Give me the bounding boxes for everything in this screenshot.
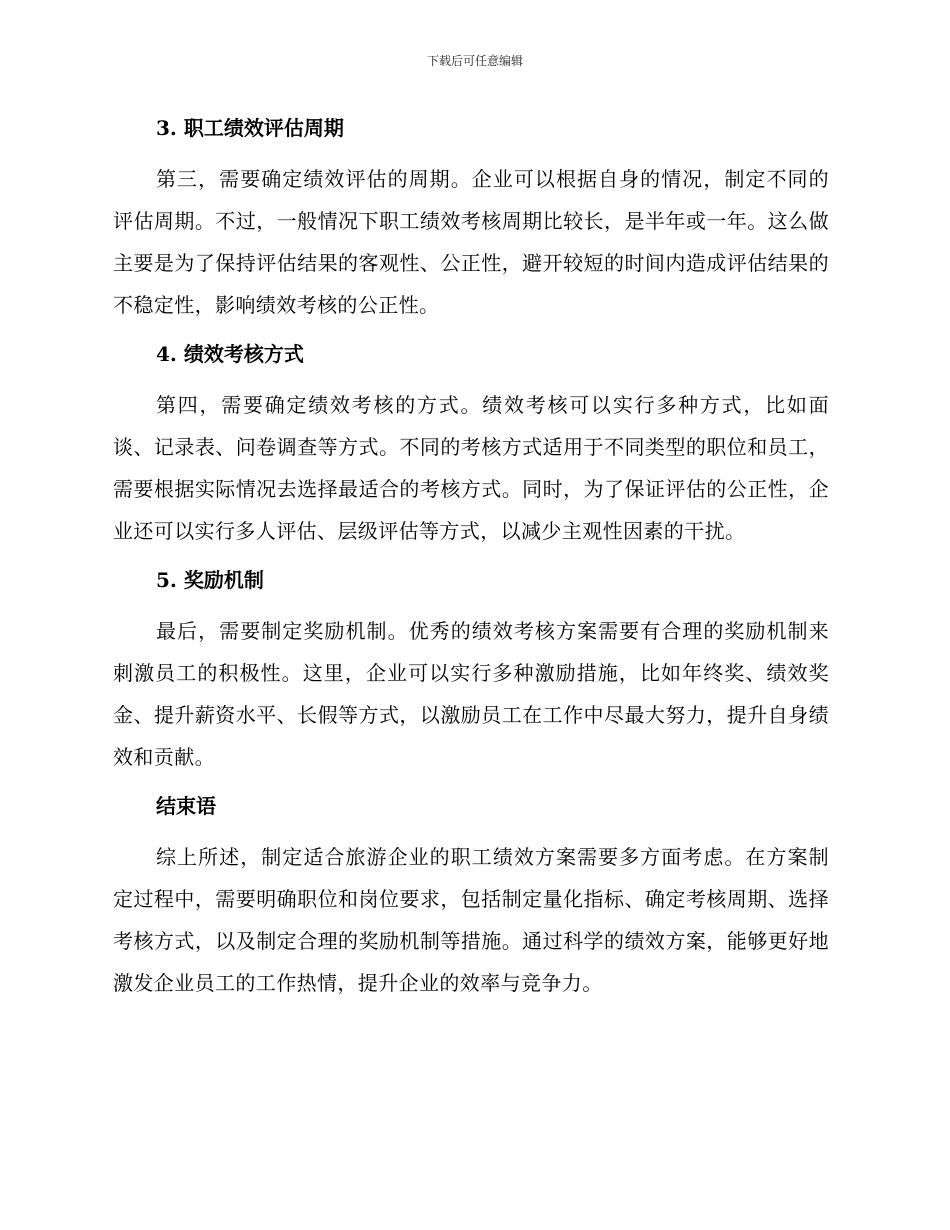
- section-heading: 5. 奖励机制: [156, 568, 264, 592]
- section-paragraph: 最后，需要制定奖励机制。优秀的绩效考核方案需要有合理的奖励机制来刺激员工的积极性。这里，企业可以实行多种激励措施，比如年终奖、绩效奖金、提升薪资水平、长假等方式，以激励员工在工作中尽最大努力，提升自身绩效和贡献。: [113, 619, 829, 769]
- page-header: 下载后可任意编辑: [426, 54, 523, 68]
- section-conclusion: [113, 786, 829, 1004]
- section-heading: 4. 绩效考核方式: [156, 342, 304, 366]
- document-body: [113, 108, 829, 1012]
- section-heading: 3. 职工绩效评估周期: [156, 116, 344, 140]
- section-paragraph: 第四，需要确定绩效考核的方式。绩效考核可以实行多种方式，比如面谈、记录表、问卷调查等方式。不同的考核方式适用于不同类型的职位和员工，需要根据实际情况去选择最适合的考核方式。同时，为了保证评估的公正性，企业还可以实行多人评估、层级评估等方式，以减少主观性因素的干扰。: [113, 393, 829, 543]
- section-heading: 结束语: [156, 794, 216, 818]
- section-assessment-method: [113, 334, 829, 552]
- section-paragraph: 第三，需要确定绩效评估的周期。企业可以根据自身的情况，制定不同的评估周期。不过，一般情况下职工绩效考核周期比较长，是半年或一年。这么做主要是为了保持评估结果的客观性、公正性，避开较短的时间内造成评估结果的不稳定性，影响绩效考核的公正性。: [113, 167, 829, 317]
- section-paragraph: 综上所述，制定适合旅游企业的职工绩效方案需要多方面考虑。在方案制定过程中，需要明确职位和岗位要求，包括制定量化指标、确定考核周期、选择考核方式，以及制定合理的奖励机制等措施。通过科学的绩效方案，能够更好地激发企业员工的工作热情，提升企业的效率与竞争力。: [113, 845, 829, 995]
- section-evaluation-cycle: [113, 108, 829, 326]
- section-reward-mechanism: [113, 560, 829, 778]
